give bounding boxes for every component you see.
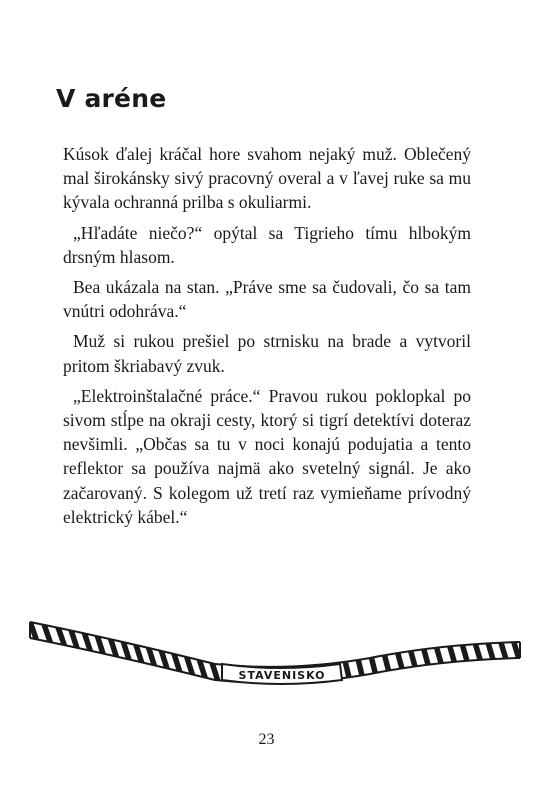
- chapter-title: V aréne: [56, 84, 167, 113]
- body-text: [63, 142, 471, 535]
- page-number: 23: [258, 731, 275, 748]
- paragraph: „Elektroinštalačné práce.“ Pravou rukou poklopkal po sivom stĺpe na okraji cesty, ktorý si tigrí detektívi doteraz nevšimli. „Občas sa tu v noci konajú podujatia a tento reflektor sa používa najmä ako svetelný signál. Je ako začarovaný. S kolegom už tretí raz vymieňame prívodný elektrický kábel.“: [63, 385, 471, 527]
- paragraph: „Hľadáte niečo?“ opýtal sa Tigrieho tímu hlbokým drsným hlasom.: [63, 222, 471, 267]
- paragraph: Muž si rukou prešiel po strnisku na brade a vytvoril pritom škriabavý zvuk.: [63, 331, 471, 376]
- paragraph: Bea ukázala na stan. „Práve sme sa čudovali, čo sa tam vnútri odohráva.“: [63, 277, 471, 322]
- paragraph: Kúsok ďalej kráčal hore svahom nejaký muž. Oblečený mal širokánsky sivý pracovný overal a v ľavej ruke sa mu kývala ochranná prilba s okuliarmi.: [63, 144, 471, 213]
- tape-sign-label: STAVENISKO: [238, 669, 326, 682]
- construction-tape-illustration: [0, 600, 533, 700]
